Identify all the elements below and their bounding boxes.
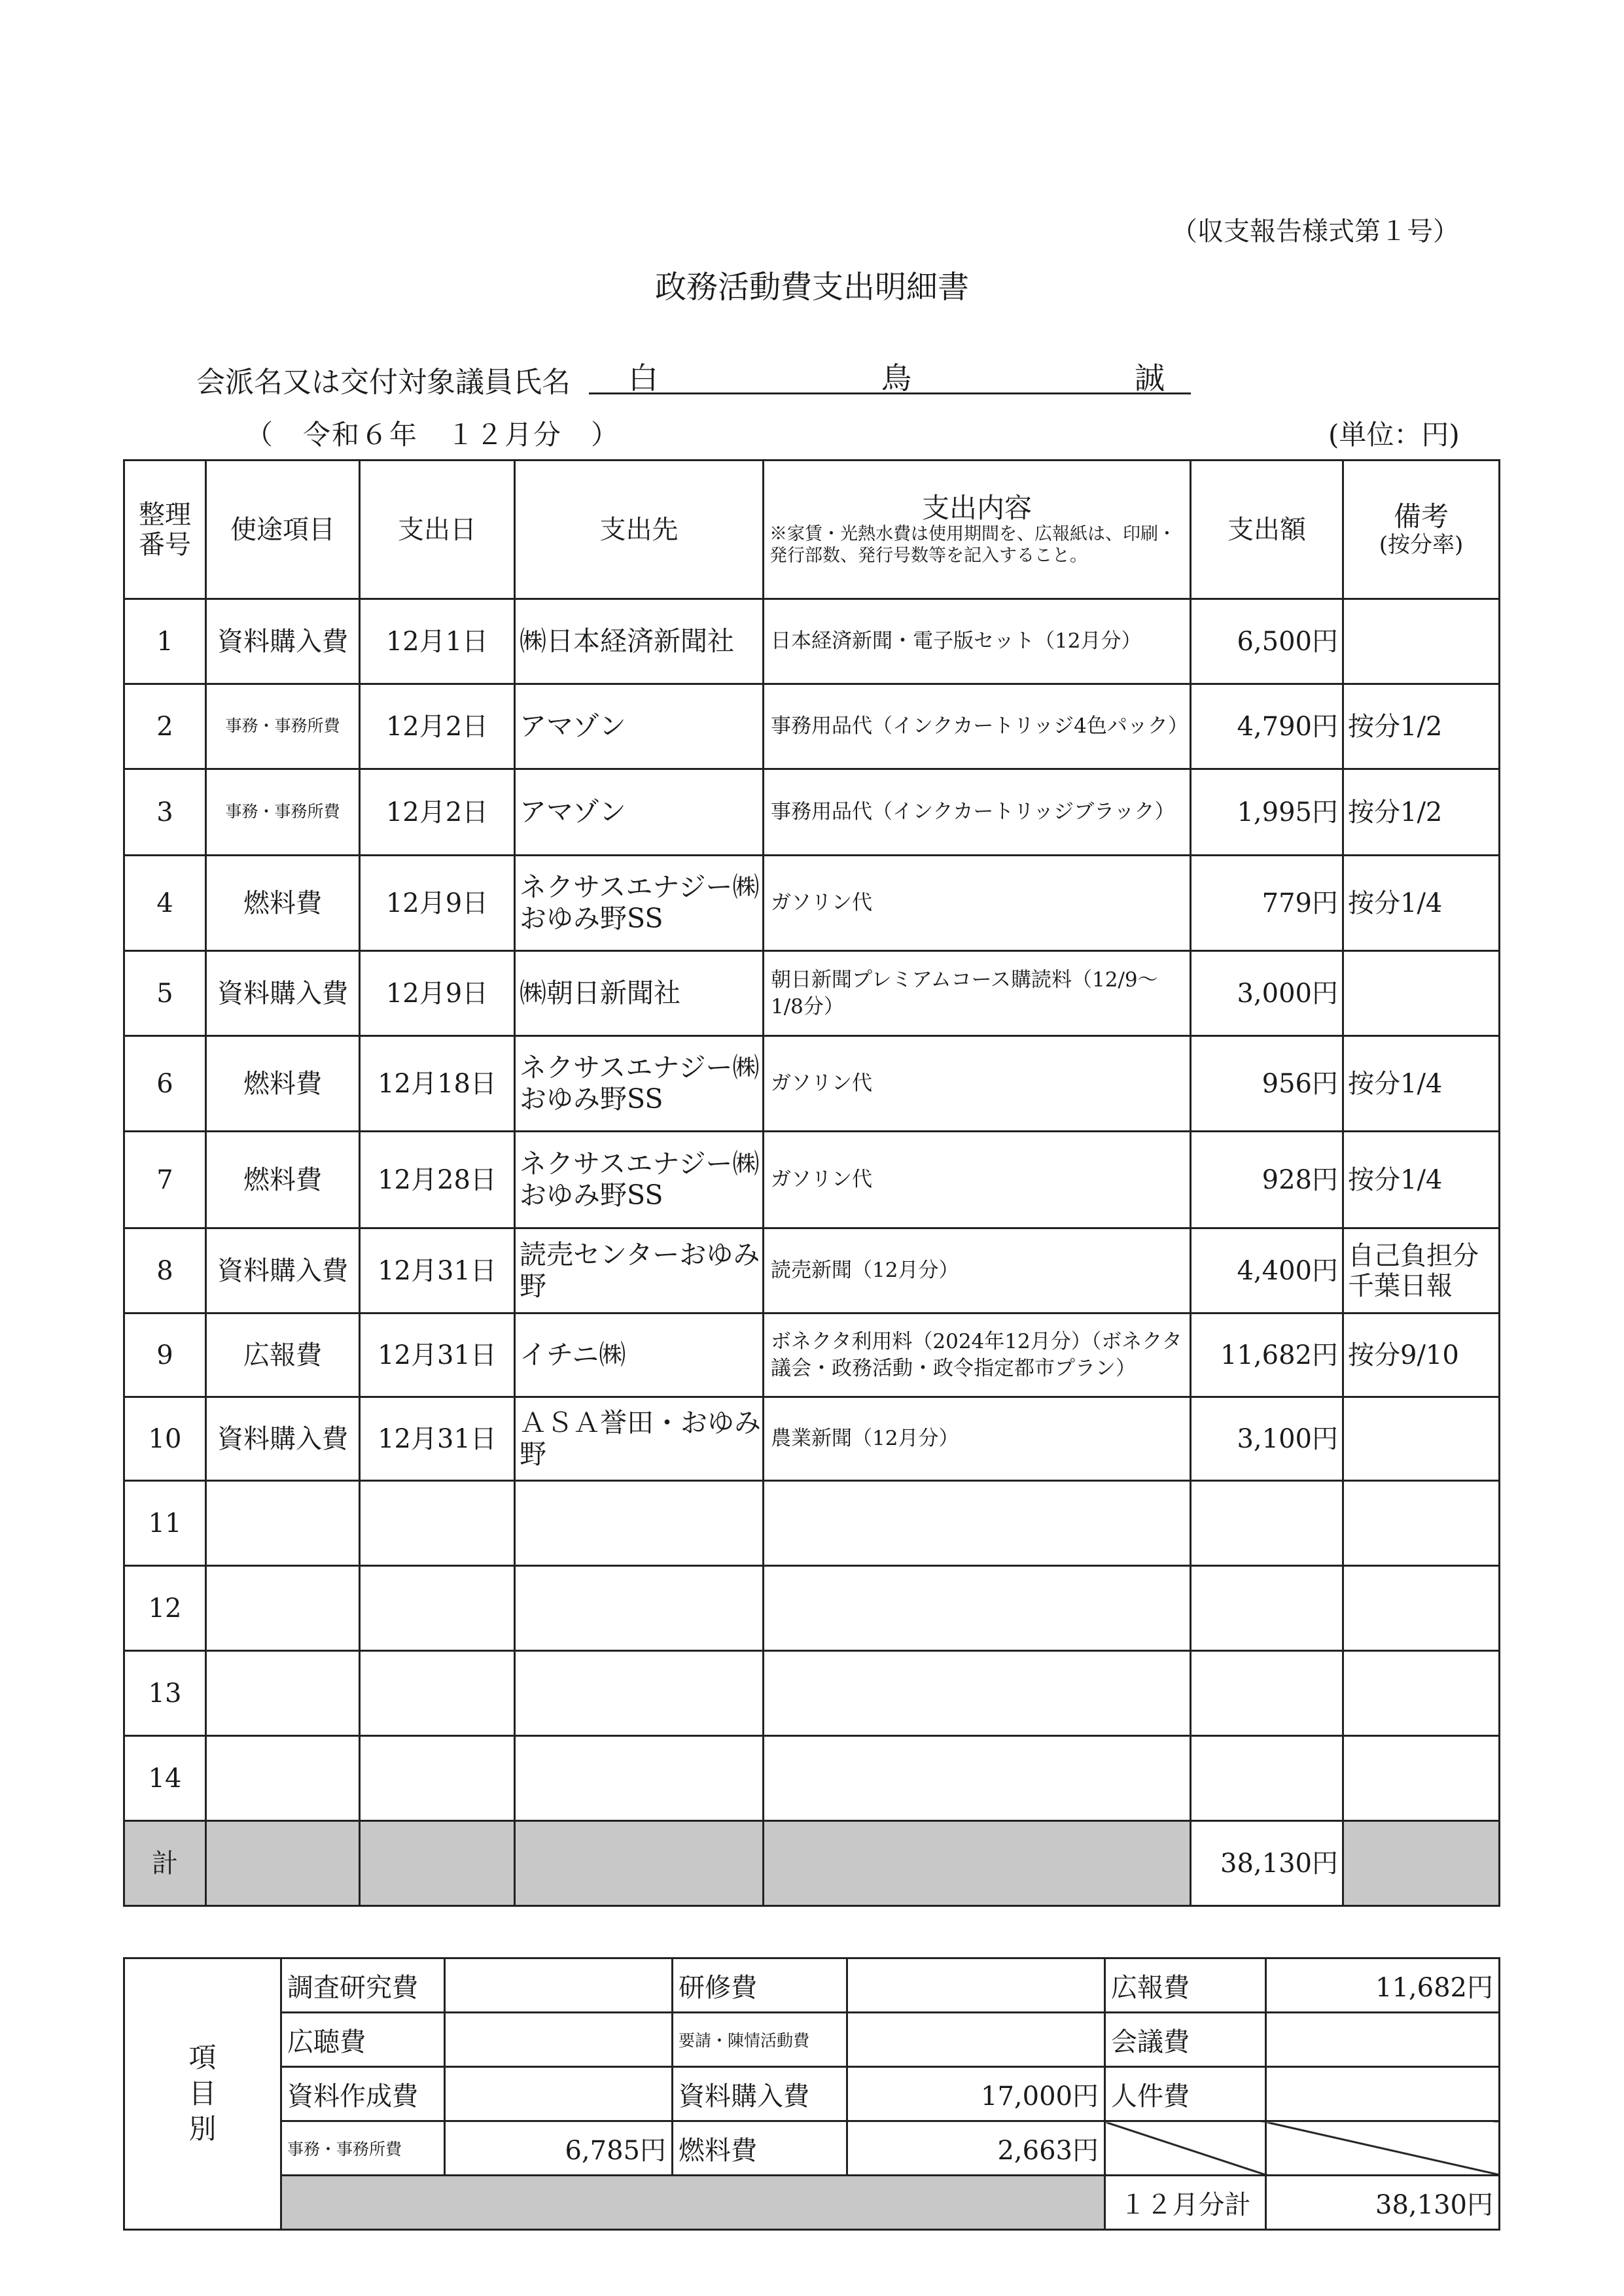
row-remark (1343, 1651, 1500, 1736)
summary-value: 11,682円 (1266, 1958, 1500, 2013)
row-use: 燃料費 (206, 1132, 360, 1228)
row-no: 10 (124, 1397, 206, 1481)
document-title: 政務活動費支出明細書 (654, 269, 969, 305)
total-amount: 38,130円 (1191, 1821, 1343, 1906)
summary-value (847, 1958, 1105, 2013)
total-row (124, 1821, 1500, 1906)
row-date: 12月1日 (360, 599, 515, 684)
row-payee: ネクサスエナジー㈱おゆみ野SS (515, 1036, 764, 1132)
row-payee: ネクサスエナジー㈱おゆみ野SS (515, 1132, 764, 1228)
row-remark: 按分9/10 (1343, 1313, 1500, 1397)
row-detail: ガソリン代 (764, 1036, 1191, 1132)
table-row (124, 1132, 1500, 1228)
row-amount (1191, 1651, 1343, 1736)
month-total-value: 38,130円 (1266, 2176, 1500, 2230)
row-use: 資料購入費 (206, 1228, 360, 1313)
header-detail-note: ※家賃・光熱水費は使用期間を、広報紙は、印刷・発行部数、発行号数等を記入すること。 (769, 524, 1176, 566)
row-remark (1343, 1397, 1500, 1481)
row-amount: 1,995円 (1191, 769, 1343, 856)
table-row (124, 951, 1500, 1036)
row-use (206, 1481, 360, 1566)
row-date: 12月2日 (360, 769, 515, 856)
total-shade (360, 1821, 515, 1906)
row-date: 12月18日 (360, 1036, 515, 1132)
header-detail-title: 支出内容 (921, 491, 1032, 524)
row-payee (515, 1736, 764, 1821)
row-use: 資料購入費 (206, 951, 360, 1036)
row-payee (515, 1651, 764, 1736)
summary-value: 2,663円 (847, 2121, 1105, 2176)
row-detail: 事務用品代（インクカートリッジ4色パック） (764, 684, 1191, 769)
row-payee (515, 1566, 764, 1651)
header-no: 整理番号 (124, 461, 206, 599)
row-amount: 6,500円 (1191, 599, 1343, 684)
row-payee (515, 1481, 764, 1566)
row-detail: 朝日新聞プレミアムコース購読料（12/9～1/8分） (764, 951, 1191, 1036)
row-remark (1343, 1736, 1500, 1821)
row-amount: 3,100円 (1191, 1397, 1343, 1481)
row-date: 12月2日 (360, 684, 515, 769)
member-name-char-3: 誠 (1135, 360, 1165, 396)
summary-row (124, 1958, 1500, 2013)
row-date (360, 1481, 515, 1566)
summary-label: 人件費 (1105, 2067, 1266, 2121)
row-date: 12月28日 (360, 1132, 515, 1228)
row-use: 事務・事務所費 (206, 769, 360, 856)
row-detail (764, 1481, 1191, 1566)
summary-shade (281, 2176, 1105, 2230)
row-detail: ガソリン代 (764, 1132, 1191, 1228)
table-row (124, 1036, 1500, 1132)
table-row (124, 856, 1500, 951)
summary-label: 事務・事務所費 (281, 2121, 445, 2176)
member-label: 会派名又は交付対象議員氏名 (196, 366, 571, 399)
row-no: 6 (124, 1036, 206, 1132)
row-use (206, 1651, 360, 1736)
summary-value: 17,000円 (847, 2067, 1105, 2121)
row-amount: 779円 (1191, 856, 1343, 951)
row-amount (1191, 1566, 1343, 1651)
row-no: 13 (124, 1651, 206, 1736)
row-date (360, 1736, 515, 1821)
row-remark: 按分1/2 (1343, 769, 1500, 856)
summary-side-label: 項目別 (124, 1958, 281, 2230)
table-row (124, 599, 1500, 684)
row-no: 14 (124, 1736, 206, 1821)
table-row (124, 1313, 1500, 1397)
row-amount (1191, 1736, 1343, 1821)
total-label: 計 (124, 1821, 206, 1906)
row-amount: 11,682円 (1191, 1313, 1343, 1397)
row-no: 4 (124, 856, 206, 951)
row-amount: 3,000円 (1191, 951, 1343, 1036)
member-name (628, 355, 1165, 398)
table-row (124, 769, 1500, 856)
header-use: 使途項目 (206, 461, 360, 599)
row-detail: 読売新聞（12月分） (764, 1228, 1191, 1313)
table-row (124, 1566, 1500, 1651)
summary-value (1266, 2067, 1500, 2121)
row-detail: 日本経済新聞・電子版セット（12月分） (764, 599, 1191, 684)
row-no: 7 (124, 1132, 206, 1228)
row-detail (764, 1651, 1191, 1736)
summary-label: 広聴費 (281, 2013, 445, 2067)
row-use: 燃料費 (206, 856, 360, 951)
row-detail: 農業新聞（12月分） (764, 1397, 1191, 1481)
summary-table (123, 1957, 1500, 2231)
header-detail (764, 461, 1191, 599)
total-shade (1343, 1821, 1500, 1906)
summary-label: 燃料費 (673, 2121, 847, 2176)
summary-value (1266, 2013, 1500, 2067)
row-no: 1 (124, 599, 206, 684)
table-row (124, 1228, 1500, 1313)
member-name-char-2: 鳥 (881, 360, 911, 396)
row-payee: ㈱朝日新聞社 (515, 951, 764, 1036)
header-remark (1343, 461, 1500, 599)
summary-label: 資料購入費 (673, 2067, 847, 2121)
row-detail (764, 1566, 1191, 1651)
row-payee: イチニ㈱ (515, 1313, 764, 1397)
row-remark (1343, 951, 1500, 1036)
summary-row (124, 2121, 1500, 2176)
summary-value (445, 2013, 673, 2067)
row-payee: アマゾン (515, 684, 764, 769)
row-date: 12月9日 (360, 856, 515, 951)
row-remark: 按分1/2 (1343, 684, 1500, 769)
table-row (124, 1397, 1500, 1481)
summary-label: 会議費 (1105, 2013, 1266, 2067)
table-row (124, 1481, 1500, 1566)
row-remark: 按分1/4 (1343, 1036, 1500, 1132)
row-use (206, 1566, 360, 1651)
summary-label: 要請・陳情活動費 (673, 2013, 847, 2067)
row-no: 11 (124, 1481, 206, 1566)
row-remark (1343, 1566, 1500, 1651)
row-date: 12月31日 (360, 1313, 515, 1397)
summary-value (445, 2067, 673, 2121)
row-remark: 按分1/4 (1343, 1132, 1500, 1228)
row-use: 燃料費 (206, 1036, 360, 1132)
row-date (360, 1651, 515, 1736)
header-amount: 支出額 (1191, 461, 1343, 599)
row-use: 資料購入費 (206, 1397, 360, 1481)
summary-label: 研修費 (673, 1958, 847, 2013)
row-no: 2 (124, 684, 206, 769)
month-total-label: １２月分計 (1105, 2176, 1266, 2230)
row-use (206, 1736, 360, 1821)
summary-value (847, 2013, 1105, 2067)
row-use: 事務・事務所費 (206, 684, 360, 769)
row-amount: 928円 (1191, 1132, 1343, 1228)
row-no: 8 (124, 1228, 206, 1313)
row-use: 資料購入費 (206, 599, 360, 684)
row-use: 広報費 (206, 1313, 360, 1397)
row-remark: 自己負担分千葉日報 (1343, 1228, 1500, 1313)
table-row (124, 684, 1500, 769)
row-amount (1191, 1481, 1343, 1566)
expense-table (123, 459, 1500, 1907)
summary-diagonal-cell (1105, 2121, 1266, 2176)
summary-label: 調査研究費 (281, 1958, 445, 2013)
row-remark: 按分1/4 (1343, 856, 1500, 951)
row-no: 3 (124, 769, 206, 856)
row-payee: ㈱日本経済新聞社 (515, 599, 764, 684)
row-date: 12月31日 (360, 1397, 515, 1481)
row-detail: ボネクタ利用料（2024年12月分）（ボネクタ議会・政務活動・政令指定都市プラン） (764, 1313, 1191, 1397)
row-date: 12月9日 (360, 951, 515, 1036)
summary-diagonal-cell (1266, 2121, 1500, 2176)
row-payee: ネクサスエナジー㈱おゆみ野SS (515, 856, 764, 951)
summary-label: 広報費 (1105, 1958, 1266, 2013)
total-shade (206, 1821, 360, 1906)
summary-label: 資料作成費 (281, 2067, 445, 2121)
row-amount: 956円 (1191, 1036, 1343, 1132)
row-amount: 4,400円 (1191, 1228, 1343, 1313)
header-remark-title: 備考 (1393, 500, 1449, 532)
row-payee: アマゾン (515, 769, 764, 856)
summary-row (124, 2013, 1500, 2067)
row-detail: ガソリン代 (764, 856, 1191, 951)
summary-row (124, 2067, 1500, 2121)
row-date: 12月31日 (360, 1228, 515, 1313)
unit-label: (単位：円) (1328, 419, 1460, 451)
table-row (124, 1736, 1500, 1821)
total-shade (515, 1821, 764, 1906)
header-remark-sub: (按分率) (1379, 532, 1464, 559)
row-detail (764, 1736, 1191, 1821)
row-no: 5 (124, 951, 206, 1036)
summary-value: 6,785円 (445, 2121, 673, 2176)
row-no: 12 (124, 1566, 206, 1651)
header-payee: 支出先 (515, 461, 764, 599)
member-name-char-1: 白 (628, 360, 658, 396)
row-remark (1343, 1481, 1500, 1566)
header-date: 支出日 (360, 461, 515, 599)
summary-total-row (124, 2176, 1500, 2230)
row-date (360, 1566, 515, 1651)
form-number: （収支報告様式第１号） (1171, 217, 1459, 247)
row-payee: ＡＳＡ誉田・おゆみ野 (515, 1397, 764, 1481)
header-row (124, 461, 1500, 599)
total-shade (764, 1821, 1191, 1906)
row-detail: 事務用品代（インクカートリッジブラック） (764, 769, 1191, 856)
row-no: 9 (124, 1313, 206, 1397)
row-remark (1343, 599, 1500, 684)
table-row (124, 1651, 1500, 1736)
summary-value (445, 1958, 673, 2013)
row-amount: 4,790円 (1191, 684, 1343, 769)
report-period: （ 令和６年 １２月分 ） (245, 419, 620, 451)
row-payee: 読売センターおゆみ野 (515, 1228, 764, 1313)
